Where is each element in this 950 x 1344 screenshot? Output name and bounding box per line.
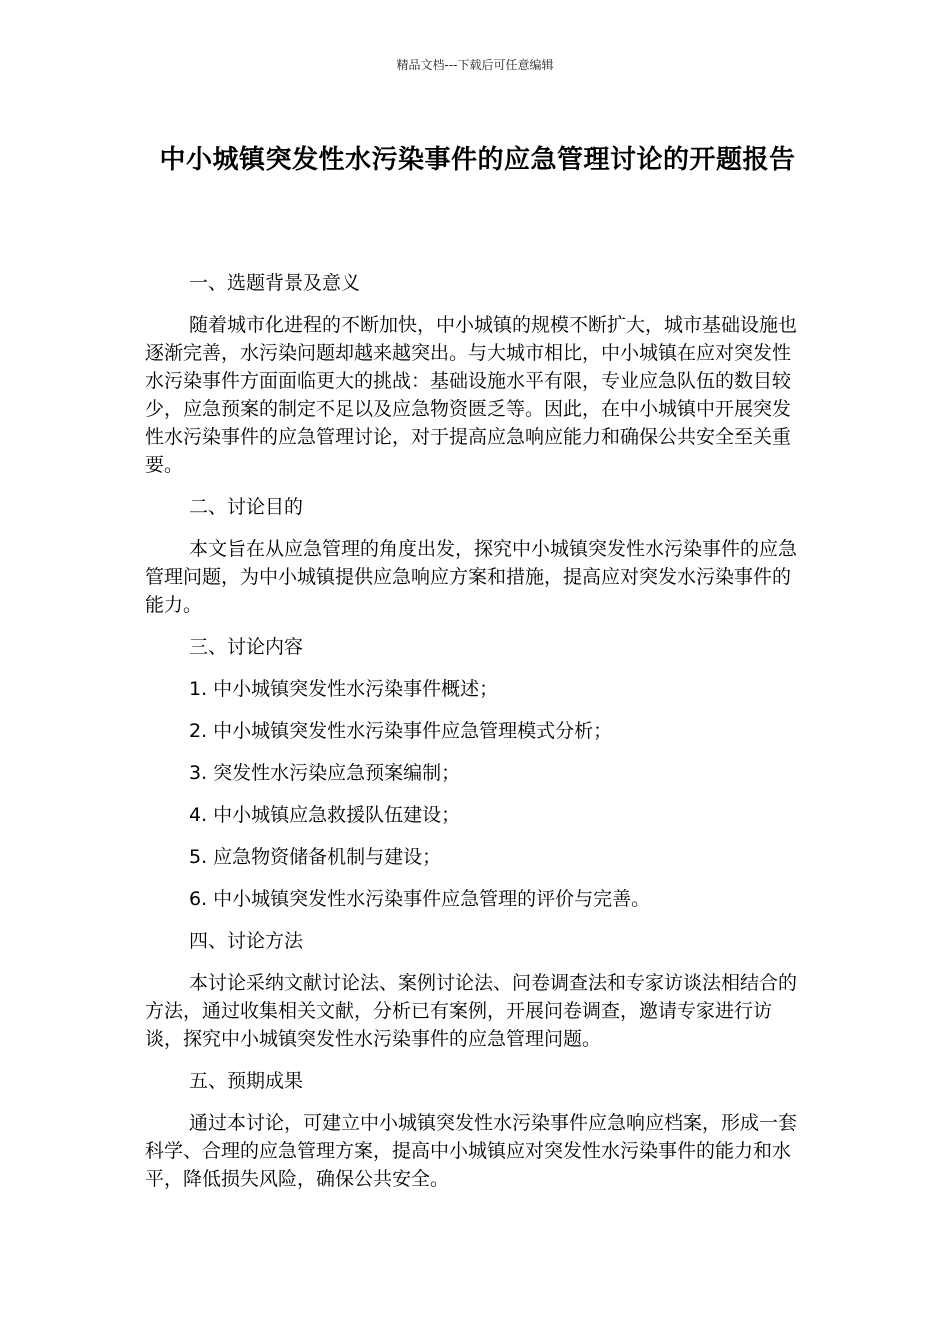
section-heading-method: 四、讨论方法 (189, 930, 304, 952)
document-title: 中小城镇突发性水污染事件的应急管理讨论的开题报告 (159, 145, 796, 175)
paragraph-expected-results: 通过本讨论，可建立中小城镇突发性水污染事件应急响应档案，形成一套科学、合理的应急管理方案，提高中小城镇应对突发性水污染事件的能力和水平，降低损失风险，确保公共安全。 (145, 1112, 798, 1190)
section-heading-expected-results: 五、预期成果 (189, 1070, 304, 1092)
content-list-item: 1. 中小城镇突发性水污染事件概述； (189, 678, 499, 700)
section-heading-background: 一、选题背景及意义 (189, 272, 361, 294)
content-list-item: 5. 应急物资储备机制与建设； (189, 846, 442, 868)
paragraph-purpose: 本文旨在从应急管理的角度出发，探究中小城镇突发性水污染事件的应急管理问题，为中小城镇提供应急响应方案和措施，提高应对突发水污染事件的能力。 (145, 538, 798, 616)
section-heading-purpose: 二、讨论目的 (189, 496, 304, 518)
content-list-item: 4. 中小城镇应急救援队伍建设； (189, 804, 461, 826)
content-list-item: 3. 突发性水污染应急预案编制； (189, 762, 461, 784)
paragraph-background: 随着城市化进程的不断加快，中小城镇的规模不断扩大，城市基础设施也逐渐完善，水污染问题却越来越突出。与大城市相比，中小城镇在应对突发性水污染事件方面面临更大的挑战：基础设施水平有限，专业应急队伍的数目较少，应急预案的制定不足以及应急物资匮乏等。因此，在中小城镇中开展突发性水污染事件的应急管理讨论，对于提高应急响应能力和确保公共安全至关重要。 (145, 314, 798, 476)
document-body (145, 269, 807, 1207)
header-note: 精品文档---下载后可任意编辑 (396, 58, 554, 72)
content-list-item: 6. 中小城镇突发性水污染事件应急管理的评价与完善。 (189, 888, 651, 910)
paragraph-method: 本讨论采纳文献讨论法、案例讨论法、问卷调查法和专家访谈法相结合的方法，通过收集相关文献，分析已有案例，开展问卷调查，邀请专家进行访谈，探究中小城镇突发性水污染事件的应急管理问题。 (145, 972, 798, 1050)
content-list-item: 2. 中小城镇突发性水污染事件应急管理模式分析； (189, 720, 613, 742)
section-heading-content: 三、讨论内容 (189, 636, 304, 658)
